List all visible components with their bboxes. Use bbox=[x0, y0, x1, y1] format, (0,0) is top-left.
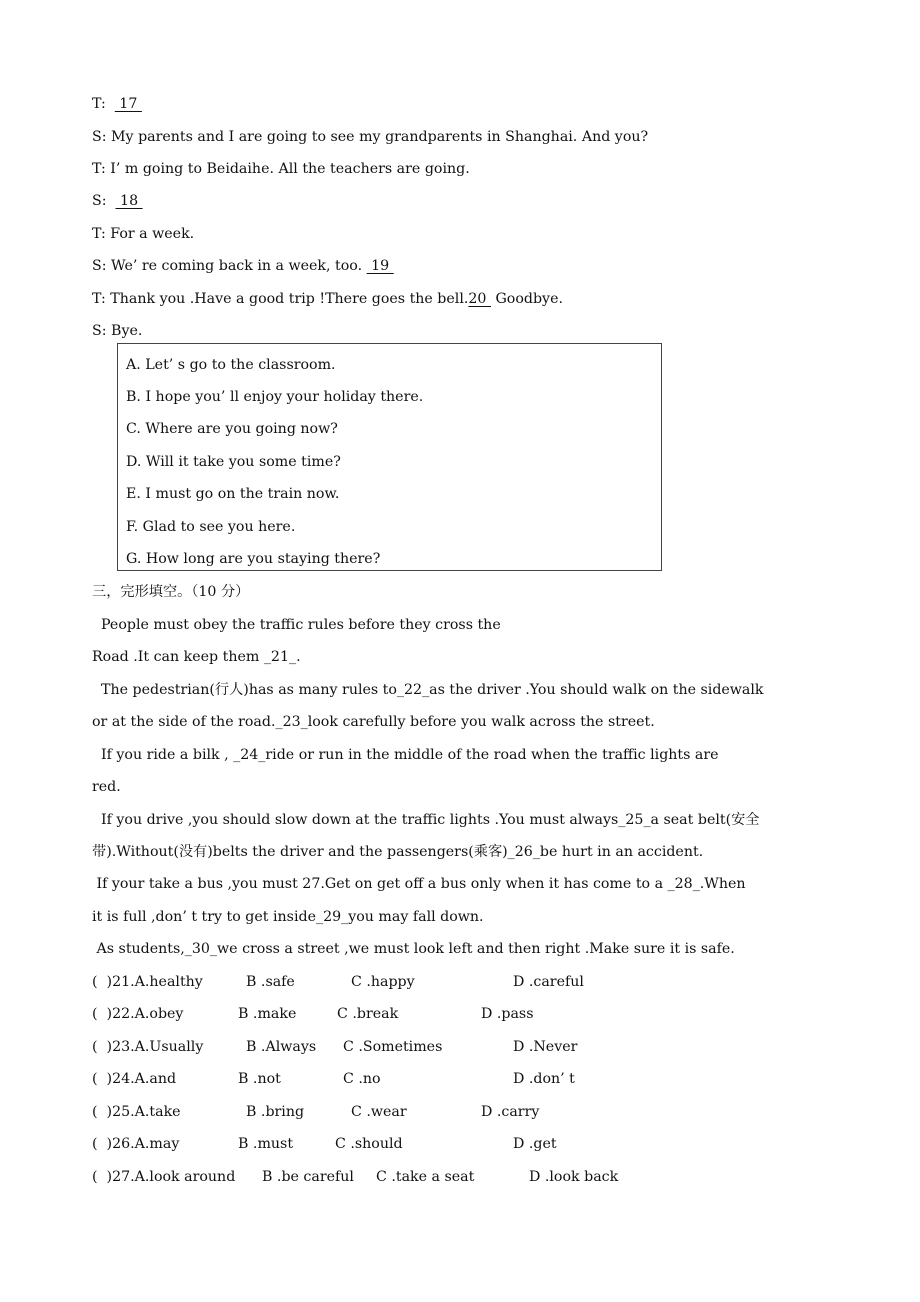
dialogue-text: Thank you .Have a good trip !There goes the bell. bbox=[110, 291, 469, 307]
question-number-answer-a[interactable]: ( )22.A.obey bbox=[92, 1006, 184, 1022]
passage-line: People must obey the traffic rules before they cross the bbox=[92, 617, 501, 633]
choice-c[interactable]: C .wear bbox=[351, 1104, 407, 1120]
choice-c[interactable]: C .no bbox=[343, 1071, 381, 1087]
speaker-label: S: bbox=[92, 258, 107, 274]
choice-b[interactable]: B .be careful bbox=[262, 1169, 354, 1185]
passage-line: As students,_30_we cross a street ,we must look left and then right .Make sure it is safe. bbox=[92, 941, 735, 957]
passage-line: Road .It can keep them _21_. bbox=[92, 649, 301, 665]
dialogue-line bbox=[92, 289, 563, 309]
choice-d[interactable]: D .pass bbox=[481, 1006, 534, 1022]
dialogue-line bbox=[92, 321, 142, 341]
choice-d[interactable]: D .careful bbox=[513, 974, 584, 990]
speaker-label: T: bbox=[92, 96, 106, 112]
question-number-answer-a[interactable]: ( )25.A.take bbox=[92, 1104, 181, 1120]
dialogue-line bbox=[92, 127, 648, 147]
answer-blank-20[interactable]: 20 bbox=[468, 291, 491, 307]
passage-line: it is full ,don’ t try to get inside_29_you may fall down. bbox=[92, 909, 484, 925]
dialogue-line bbox=[92, 159, 470, 179]
section-heading: 三，完形填空。（10 分） bbox=[92, 584, 250, 600]
choice-c[interactable]: C .take a seat bbox=[376, 1169, 475, 1185]
choice-c[interactable]: C .should bbox=[335, 1136, 403, 1152]
answer-blank-17[interactable]: 17 bbox=[114, 96, 142, 112]
choice-d[interactable]: D .carry bbox=[481, 1104, 540, 1120]
speaker-label: T: bbox=[92, 226, 106, 242]
choice-c[interactable]: C .happy bbox=[351, 974, 415, 990]
option-f: F. Glad to see you here. bbox=[126, 519, 296, 535]
dialogue-text: For a week. bbox=[110, 226, 195, 242]
choice-c[interactable]: C .break bbox=[337, 1006, 399, 1022]
passage-line: The pedestrian(行人)has as many rules to_22_as the driver .You should walk on the sidewalk bbox=[92, 682, 764, 698]
question-number-answer-a[interactable]: ( )26.A.may bbox=[92, 1136, 180, 1152]
choice-b[interactable]: B .make bbox=[238, 1006, 297, 1022]
question-number-answer-a[interactable]: ( )27.A.look around bbox=[92, 1169, 236, 1185]
speaker-label: S: bbox=[92, 323, 107, 339]
passage-line: or at the side of the road._23_look carefully before you walk across the street. bbox=[92, 714, 655, 730]
dialogue-text: I’ m going to Beidaihe. All the teachers are going. bbox=[110, 161, 470, 177]
choice-d[interactable]: D .don’ t bbox=[513, 1071, 575, 1087]
option-b: B. I hope you’ ll enjoy your holiday there. bbox=[126, 389, 424, 405]
option-g: G. How long are you staying there? bbox=[126, 551, 381, 567]
question-number-answer-a[interactable]: ( )23.A.Usually bbox=[92, 1039, 204, 1055]
passage-line: If your take a bus ,you must 27.Get on get off a bus only when it has come to a _28_.When bbox=[92, 876, 746, 892]
dialogue-text: We’ re coming back in a week, too. bbox=[111, 258, 367, 274]
dialogue-text: My parents and I are going to see my grandparents in Shanghai. And you? bbox=[111, 129, 649, 145]
choice-b[interactable]: B .bring bbox=[246, 1104, 305, 1120]
option-c: C. Where are you going now? bbox=[126, 421, 338, 437]
choice-b[interactable]: B .must bbox=[238, 1136, 294, 1152]
option-a: A. Let’ s go to the classroom. bbox=[126, 357, 336, 373]
passage-line: 带).Without(没有)belts the driver and the passengers(乘客)_26_be hurt in an accident. bbox=[92, 844, 704, 860]
question-number-answer-a[interactable]: ( )21.A.healthy bbox=[92, 974, 203, 990]
choice-c[interactable]: C .Sometimes bbox=[343, 1039, 443, 1055]
dialogue-line bbox=[92, 256, 394, 276]
choice-b[interactable]: B .safe bbox=[246, 974, 295, 990]
speaker-label: T: bbox=[92, 291, 106, 307]
speaker-label: S: bbox=[92, 193, 107, 209]
dialogue-line bbox=[92, 224, 194, 244]
passage-line: If you drive ,you should slow down at the traffic lights .You must always_25_a seat belt(安全 bbox=[92, 812, 760, 828]
passage-line: If you ride a bilk , _24_ride or run in the middle of the road when the traffic lights are bbox=[92, 747, 719, 763]
answer-blank-18[interactable]: 18 bbox=[115, 193, 143, 209]
choice-d[interactable]: D .look back bbox=[529, 1169, 619, 1185]
dialogue-line bbox=[92, 94, 142, 114]
speaker-label: S: bbox=[92, 129, 107, 145]
option-e: E. I must go on the train now. bbox=[126, 486, 340, 502]
passage-line: red. bbox=[92, 779, 121, 795]
question-number-answer-a[interactable]: ( )24.A.and bbox=[92, 1071, 177, 1087]
choice-b[interactable]: B .not bbox=[238, 1071, 281, 1087]
dialogue-text: Bye. bbox=[111, 323, 143, 339]
dialogue-text: Goodbye. bbox=[490, 291, 563, 307]
choice-b[interactable]: B .Always bbox=[246, 1039, 317, 1055]
dialogue-line bbox=[92, 191, 143, 211]
choice-d[interactable]: D .Never bbox=[513, 1039, 578, 1055]
answer-blank-19[interactable]: 19 bbox=[366, 258, 394, 274]
speaker-label: T: bbox=[92, 161, 106, 177]
choice-d[interactable]: D .get bbox=[513, 1136, 557, 1152]
option-d: D. Will it take you some time? bbox=[126, 454, 341, 470]
